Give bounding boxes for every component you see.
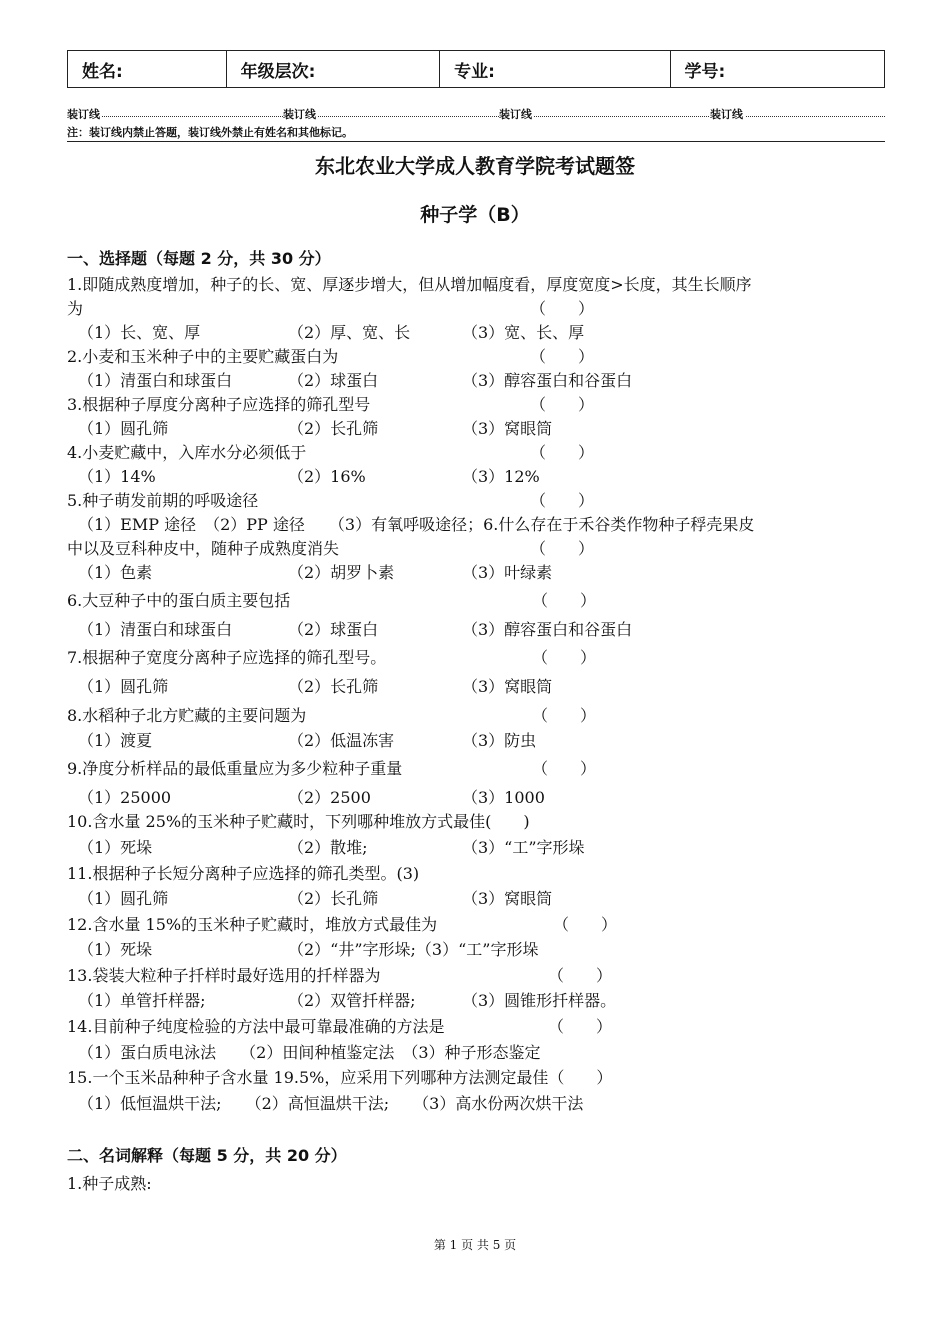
dotted-divider [67, 116, 885, 117]
option: （2）散堆; [288, 838, 368, 857]
binding-label: 装订线 [67, 108, 100, 121]
question-text: 1.种子成熟: [67, 1174, 152, 1193]
section-heading: 一、选择题（每题 2 分，共 30 分） [67, 249, 331, 268]
question-text: 4.小麦贮藏中，入库水分必须低于 [67, 443, 307, 462]
question-text: 9.净度分析样品的最低重量应为多少粒种子重量 [67, 759, 403, 778]
answer-blank[interactable]: （ ） [548, 1017, 613, 1036]
option: （1）圆孔筛 [78, 677, 169, 696]
binding-label: 装订线 [710, 108, 743, 121]
question-text: 8.水稻种子北方贮藏的主要问题为 [67, 706, 307, 725]
option: （3）叶绿素 [462, 563, 553, 582]
option: （1）渡夏 [78, 731, 153, 750]
question-text: 15.一个玉米品种种子含水量 19.5%，应采用下列哪种方法测定最佳（ ） [67, 1068, 613, 1087]
option: （3）1000 [462, 788, 545, 807]
question-text: 1.即随成熟度增加，种子的长、宽、厚逐步增大，但从增加幅度看，厚度宽度>长度，其生长顺序 [67, 275, 752, 294]
binding-label: 装订线 [283, 108, 316, 121]
question-text: 6.大豆种子中的蛋白质主要包括 [67, 591, 291, 610]
option: （1）低恒温烘干法; （2）高恒温烘干法; （3）高水份两次烘干法 [78, 1094, 584, 1113]
option: （3）12% [462, 467, 540, 486]
option: （2）胡罗卜素 [288, 563, 395, 582]
option: （3）“工”字形垛 [462, 838, 585, 857]
question-text: 14.目前种子纯度检验的方法中最可靠最准确的方法是 [67, 1017, 445, 1036]
question-text: 11.根据种子长短分离种子应选择的筛孔类型。(3) [67, 864, 420, 883]
option: （2）球蛋白 [288, 371, 379, 390]
option: （2）低温冻害 [288, 731, 395, 750]
option: （3）窝眼筒 [462, 677, 553, 696]
option: （1）圆孔筛 [78, 419, 169, 438]
answer-blank[interactable]: （ ） [530, 443, 595, 462]
answer-blank[interactable]: （ ） [532, 759, 597, 778]
option: （3）窝眼筒 [462, 419, 553, 438]
answer-blank[interactable]: （ ） [530, 539, 595, 558]
option: （3）防虫 [462, 731, 537, 750]
option: （1）EMP 途径 （2）PP 途径 （3）有氧呼吸途径；6.什么存在于禾谷类作物种子稃壳果皮 [78, 515, 755, 534]
page-number: 第 1 页 共 5 页 [433, 1238, 517, 1252]
option: （1）色素 [78, 563, 153, 582]
question-text: 10.含水量 25%的玉米种子贮藏时，下列哪种堆放方式最佳( ) [67, 812, 530, 831]
question-text: 中以及豆科种皮中，随种子成熟度消失 [67, 539, 340, 558]
major-field[interactable]: 专业: [440, 51, 670, 87]
option: （3）宽、长、厚 [462, 323, 585, 342]
option: （1）25000 [78, 788, 172, 807]
binding-note: 注：装订线内禁止答题，装订线外禁止有姓名和其他标记。 [67, 124, 885, 142]
answer-blank[interactable]: （ ） [532, 591, 597, 610]
option: （3）醇容蛋白和谷蛋白 [462, 371, 633, 390]
answer-blank[interactable]: （ ） [530, 347, 595, 366]
question-text: 2.小麦和玉米种子中的主要贮藏蛋白为 [67, 347, 339, 366]
option: （2）长孔筛 [288, 419, 379, 438]
exam-title: 东北农业大学成人教育学院考试题签 [315, 154, 635, 178]
option: （2）长孔筛 [288, 889, 379, 908]
student-info-table [67, 50, 885, 88]
option: （2）16% [288, 467, 366, 486]
option: （1）圆孔筛 [78, 889, 169, 908]
question-text: 7.根据种子宽度分离种子应选择的筛孔型号。 [67, 648, 387, 667]
option: （3）醇容蛋白和谷蛋白 [462, 620, 633, 639]
answer-blank[interactable]: （ ） [530, 491, 595, 510]
option: （1）清蛋白和球蛋白 [78, 620, 233, 639]
name-field[interactable]: 姓名: [68, 51, 227, 87]
option: （2）2500 [288, 788, 371, 807]
question-text: 为 [67, 299, 84, 318]
question-text: 12.含水量 15%的玉米种子贮藏时，堆放方式最佳为 [67, 915, 438, 934]
option: （2）“井”字形垛;（3）“工”字形垛 [288, 940, 539, 959]
option: （2）厚、宽、长 [288, 323, 411, 342]
student-id-field[interactable]: 学号: [684, 61, 726, 82]
answer-blank[interactable]: （ ） [548, 966, 613, 985]
binding-line [67, 106, 885, 120]
answer-blank[interactable]: （ ） [553, 915, 618, 934]
option: （1）蛋白质电泳法 （2）田间种植鉴定法 （3）种子形态鉴定 [78, 1043, 541, 1062]
option: （3）窝眼筒 [462, 889, 553, 908]
option: （1）死垛 [78, 838, 153, 857]
option: （1）单管扦样器; [78, 991, 206, 1010]
section-heading: 二、名词解释（每题 5 分，共 20 分） [67, 1146, 347, 1165]
answer-blank[interactable]: （ ） [532, 648, 597, 667]
grade-field[interactable]: 年级层次: [227, 51, 440, 87]
option: （2）长孔筛 [288, 677, 379, 696]
option: （2）双管扦样器; [288, 991, 416, 1010]
binding-label: 装订线 [499, 108, 532, 121]
question-text: 5.种子萌发前期的呼吸途径 [67, 491, 259, 510]
option: （1）清蛋白和球蛋白 [78, 371, 233, 390]
option: （1）死垛 [78, 940, 153, 959]
question-text: 3.根据种子厚度分离种子应选择的筛孔型号 [67, 395, 371, 414]
answer-blank[interactable]: （ ） [530, 299, 595, 318]
answer-blank[interactable]: （ ） [530, 395, 595, 414]
option: （1）长、宽、厚 [78, 323, 201, 342]
option: （3）圆锥形扦样器。 [462, 991, 617, 1010]
answer-blank[interactable]: （ ） [532, 706, 597, 725]
option: （1）14% [78, 467, 156, 486]
question-text: 13.袋装大粒种子扦样时最好选用的扦样器为 [67, 966, 381, 985]
exam-subtitle: 种子学（B） [420, 204, 530, 226]
option: （2）球蛋白 [288, 620, 379, 639]
